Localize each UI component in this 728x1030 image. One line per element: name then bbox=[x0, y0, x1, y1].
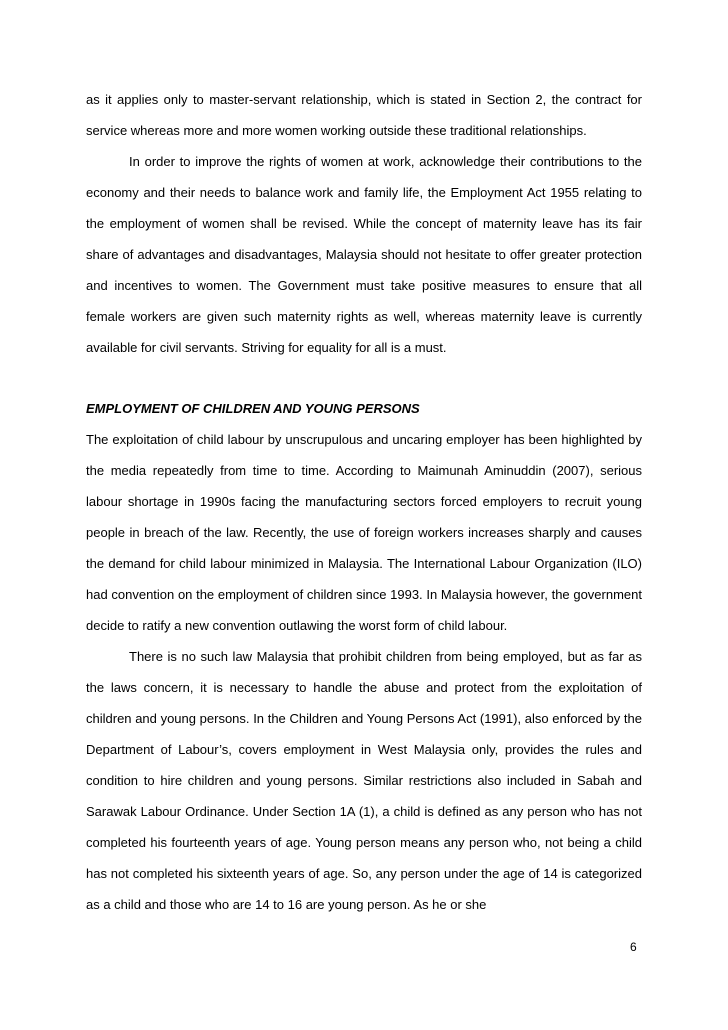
section-gap bbox=[86, 363, 642, 393]
paragraph-continuation: as it applies only to master-servant relationship, which is stated in Section 2, the contract for service whereas more and more women working outside these traditional relationships. bbox=[86, 92, 642, 138]
paragraph-maternity-rights: In order to improve the rights of women at work, acknowledge their contributions to the economy and their needs to balance work and family life, the Employment Act 1955 relating to the employment of women shall be revised. While the concept of maternity leave has its fair share of advantages and disadvantages, Malaysia should not hesitate to offer greater protection and incentives to women. The Government must take positive measures to ensure that all female workers are given such maternity rights as well, whereas maternity leave is currently available for civil servants. Striving for equality for all is a must. bbox=[86, 154, 642, 355]
page-number: 6 bbox=[630, 940, 637, 954]
section-heading: EMPLOYMENT OF CHILDREN AND YOUNG PERSONS bbox=[86, 401, 420, 416]
paragraph-children-act: There is no such law Malaysia that prohibit children from being employed, but as far as the laws concern, it is necessary to handle the abuse and protect from the exploitation of children and young persons. In the Children and Young Persons Act (1991), also enforced by the Department of Labour’s, covers employment in West Malaysia only, provides the rules and condition to hire children and young persons. Similar restrictions also included in Sabah and Sarawak Labour Ordinance. Under Section 1A (1), a child is defined as any person who has not completed his fourteenth years of age. Young person means any person who, not being a child has not completed his sixteenth years of age. So, any person under the age of 14 is categorized as a child and those who are 14 to 16 are young person. As he or she bbox=[86, 649, 642, 912]
document-body bbox=[86, 84, 642, 920]
paragraph-child-labour: The exploitation of child labour by unscrupulous and uncaring employer has been highlighted by the media repeatedly from time to time. According to Maimunah Aminuddin (2007), serious labour shortage in 1990s facing the manufacturing sectors forced employers to recruit young people in breach of the law. Recently, the use of foreign workers increases sharply and causes the demand for child labour minimized in Malaysia. The International Labour Organization (ILO) had convention on the employment of children since 1993. In Malaysia however, the government decide to ratify a new convention outlawing the worst form of child labour. bbox=[86, 432, 642, 633]
